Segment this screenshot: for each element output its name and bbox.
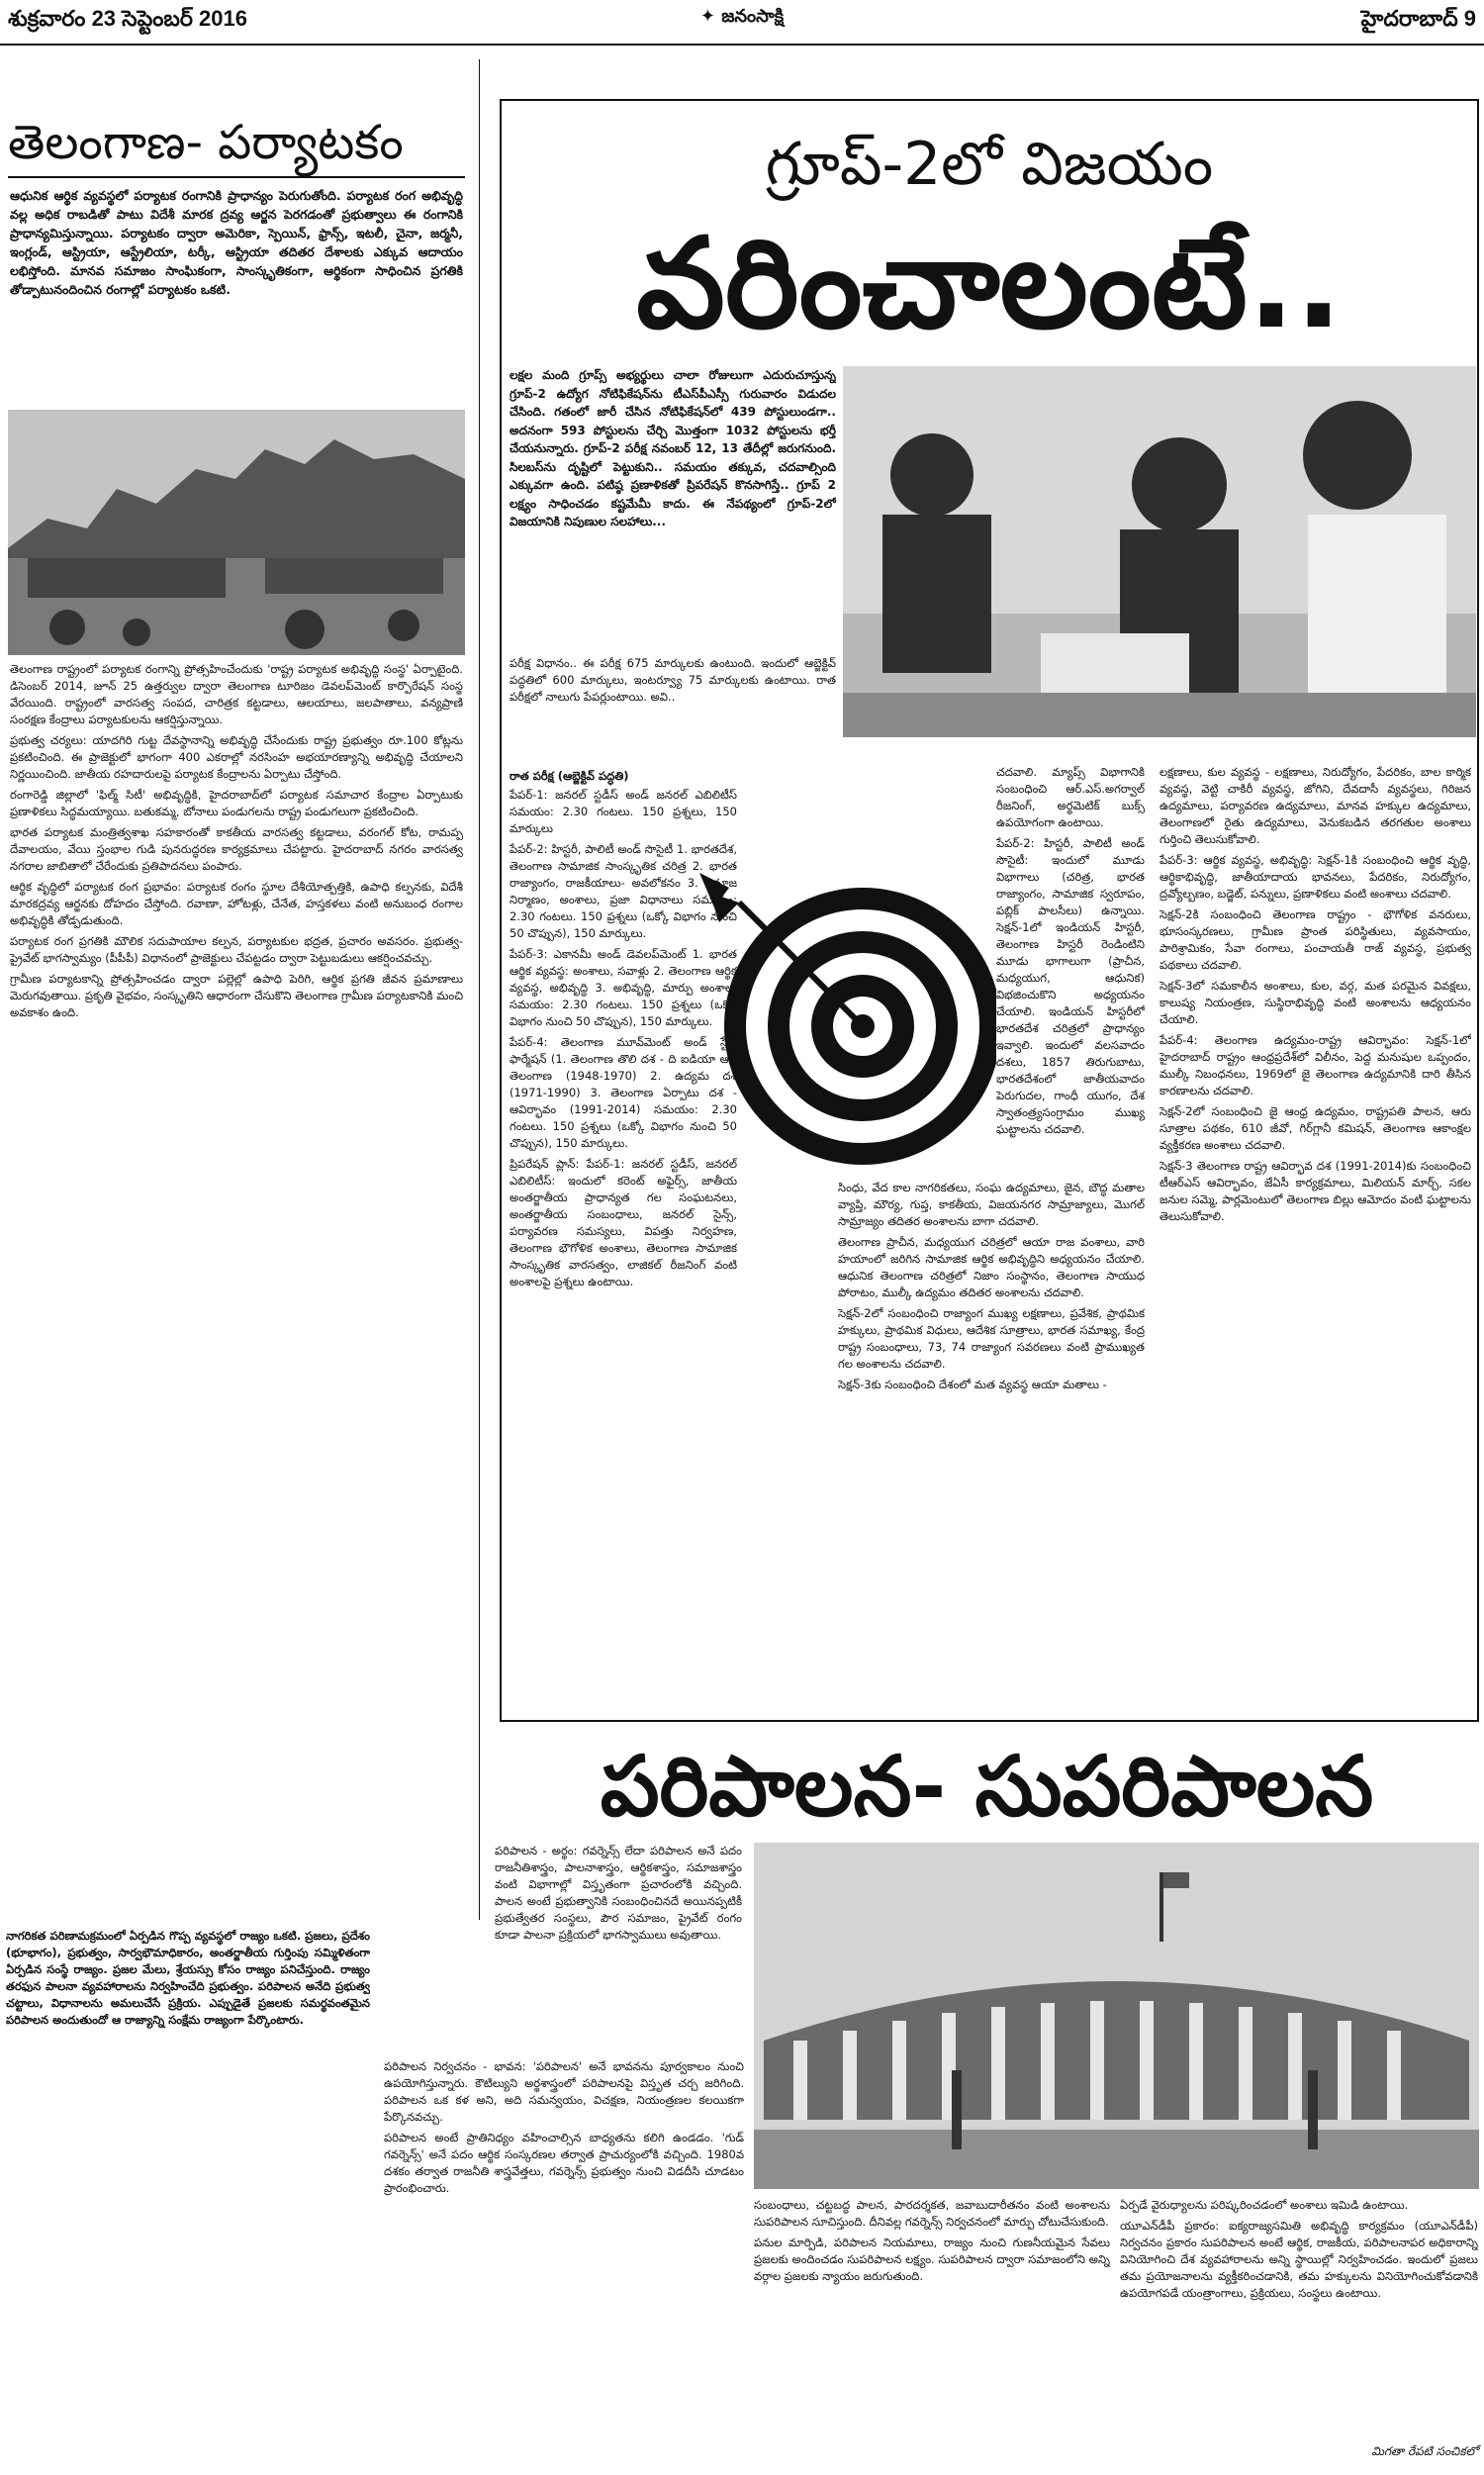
tourism-paragraph: గ్రామీణ పర్యాటకాన్ని ప్రోత్సహించడం ద్వారా పల్లెల్లో ఉపాధి పెరిగి, ఆర్థిక ప్రగతి జీవన ప్రమాణాలు మెరుగవుతాయి. ప్రకృతి వైభవం, సంస్కృతిని ఆధారంగా చేసుకొని తెలంగాణ గ్రామీణ పర్యాటకానికి మంచి అవకాశం ఉంది. [10,972,463,1019]
group2-paragraph: సెక్షన్-3కు సంబంధించి దేశంలో మత వ్యవస్థ ఆయా మతాలు - [838,1378,1107,1391]
group2-subhead: రాత పరీక్ష (ఆబ్జెక్టివ్ పద్ధతి) [510,769,629,783]
group2-paragraph: లక్షణాలు, కుల వ్యవస్థ - లక్షణాలు, నిరుద్యోగం, పేదరికం, బాల కార్మిక వ్యవస్థ, వెట్టి చాకిరీ వ్యవస్థ, జోగిని, దేవదాసీ వ్యవస్థలు, గిరిజన ఉద్యమాలు, పర్యావరణ ఉద్యమాలు, మానవ హక్కుల ఉద్యమాలు, తెలంగాణలో రైతు ఉద్యమాలు, వెనుకబడిన తరగతుల అంశాలు గుర్తించి తెలుసుకోవాలి. [1159,765,1471,846]
continued-note: మిగతా రేపటి సంచికలో [1371,2444,1478,2458]
governance-paragraph: యూఎన్‌డీపీ ప్రకారం: ఐక్యరాజ్యసమితి అభివృద్ధి కార్యక్రమం (యూఎన్‌డీపీ) నిర్వచనం ప్రకారం సుపరిపాలన అంటే ఆర్థిక, రాజకీయ, పరిపాలనాపర అధికారాన్ని వినియోగించి దేశ వ్యవహారాలను అన్ని స్థాయిల్లో నిర్వహించడం. ఇందులో ప్రజలు తమ ప్రయోజనాలను వ్యక్తీకరించడానికి, తమ హక్కులను వినియోగించుకోవడానికి ఉపయోగపడే యంత్రాంగాలు, ప్రక్రియలు, సంస్థలు ఉంటాయి. [1120,2219,1478,2300]
group2-paragraph: సెక్షన్-2కి సంబంధించి తెలంగాణ రాష్ట్రం - భౌగోళిక వనరులు, భూసంస్కరణలు, గ్రామీణ ప్రాంత పరిస్థితులు, వ్యవసాయం, పారిశ్రామికం, సేవా రంగాలు, పంచాయతీ రాజ్ వ్యవస్థ, ప్రభుత్వ పథకాలు చదవాలి. [1159,907,1471,972]
group2-headline: వరించాలంటే.. [636,211,1343,356]
parliament-illustration [754,1843,1479,2189]
governance-column-2-lower [384,2058,744,2464]
group2-lead: లక్షల మంది గ్రూప్స్ అభ్యర్థులు చాలా రోజులుగా ఎదురుచూస్తున్న గ్రూప్-2 ఉద్యోగ నోటిఫికేషన్‌ను టీఎస్‌పీఎస్సీ గురువారం విడుదల చేసింది. గతంలో జారీ చేసిన నోటిఫికేషన్‌లో 439 పోస్టులుండగా.. అదనంగా 593 పోస్టులను చేర్చి మొత్తంగా 1032 పోస్టులను భర్తీ చేయనున్నారు. గ్రూప్-2 పరీక్ష నవంబర్ 12, 13 తేదీల్లో జరుగనుంది. సిలబస్‌ను దృష్టిలో పెట్టుకుని.. సమయం తక్కువ, చదవాల్సింది ఎక్కువగా ఉంది. పటిష్ఠ ప్రణాళికతో ప్రిపరేషన్ కొనసాగిస్తే.. గ్రూప్ 2 లక్ష్యం సాధించడం కష్టమేమీ కాదు. ఈ నేపథ్యంలో గ్రూప్-2లో విజయానికి నిపుణుల సలహాలు... [510,368,836,528]
issue-date: శుక్రవారం 23 సెప్టెంబర్ 2016 [8,6,247,31]
header-rule [0,44,1484,46]
tourism-paragraph: ఆర్థిక వృద్ధిలో పర్యాటక రంగ ప్రభావం: పర్యాటక రంగం స్థూల దేశీయోత్పత్తికి, ఉపాధి కల్పనకు, విదేశీ మారకద్రవ్య ఆర్జనకు దోహదం చేస్తోంది. రవాణా, హోటళ్లు, చేనేత, హస్తకళలు వంటి అనుబంధ రంగాల అభివృద్ధికి తోడ్పడుతుంది. [10,880,463,927]
target-graphic [699,863,996,1170]
parliament-photo [754,1843,1479,2189]
students-illustration [843,366,1476,737]
governance-paragraph: పరిపాలన నిర్వచనం - భావన: 'పరిపాలన' అనే భావనను పూర్వకాలం నుంచి ఉపయోగిస్తున్నారు. కౌటిల్యుని అర్థశాస్త్రంలో పరిపాలనపై విస్తృత చర్చ జరిగింది. పరిపాలన ఒక కళ అని, అది సమన్వయం, విచక్షణ, నియంత్రణల కలయికగా పేర్కొనవచ్చు. [384,2059,744,2124]
golconda-fort-photo [8,410,465,655]
governance-column-4 [1120,2197,1478,2439]
group2-column-2-upper [996,764,1145,1170]
students-photo [843,366,1476,737]
group2-column-3 [1159,764,1471,1714]
group2-paragraph: పేపర్-1: జనరల్ స్టడీస్ అండ్ జనరల్ ఎబిలిటీస్ సమయం: 2.30 గంటలు. 150 ప్రశ్నలు, 150 మార్కులు [510,788,737,835]
group2-paragraph: పేపర్-4: తెలంగాణ మూవ్‌మెంట్ అండ్ స్టేట్ ఫార్మేషన్ (1. తెలంగాణ తొలి దశ - ది ఐడియా ఆఫ్ తెలంగాణ (1948-1970) 2. ఉద్యమ దశ (1971-1990) 3. తెలంగాణ ఏర్పాటు దశ - ఆవిర్భావం (1991-2014) సమయం: 2.30 గంటలు. 150 ప్రశ్నలు (ఒక్కో విభాగం నుంచి 50 చొప్పున), 150 మార్కులు. [510,1035,737,1150]
group2-paragraph: పేపర్-2: హిస్టరీ, పాలిటీ అండ్ సొసైటీ: ఇందులో మూడు విభాగాలు (చరిత్ర, భారత రాజ్యాంగం, సామాజిక స్వరూపం, పబ్లిక్ పాలసీలు) ఉన్నాయి. సెక్షన్-1లో ఇండియన్ హిస్టరీ, తెలంగాణ హిస్టరీ రెండింటిని మూడు భాగాలుగా (ప్రాచీన, మధ్యయుగ, ఆధునిక) విభజించుకొని అధ్యయనం చేయాలి. ఇండియన్ హిస్టరీలో భారతదేశ చరిత్రలో ప్రాధాన్యం ఇవ్వాలి. ఇందులో వలసవాదం దశలు, 1857 తిరుగుబాటు, భారతదేశంలో జాతీయవాదం పెరుగుదల, గాంధీ యుగం, దేశ స్వాతంత్ర్యసంగ్రామం ముఖ్య ఘట్టాలను చదవాలి. [996,836,1145,1136]
group2-paragraph: సెక్షన్-3లో సమకాలీన అంశాలు, కుల, వర్గ, మత పరమైన వివక్షలు, కాలుష్య నియంత్రణ, సుస్థిరాభివృద్ధి వంటి అంశాలను ఆధ్యయనం చేయాలి. [1159,979,1471,1026]
group2-paragraph: ప్రిపరేషన్ ప్లాన్: పేపర్-1: జనరల్ స్టడీస్, జనరల్ ఎబిలిటీస్: ఇందులో కరెంట్ అఫైర్స్, జాతీయ అంతర్జాతీయ ప్రాధాన్యత గల సంఘటనలు, అంతర్జాతీయ సంబంధాలు, జనరల్ సైన్స్, పర్యావరణ సమస్యలు, విపత్తు నిర్వహణ, తెలంగాణ భౌగోళిక అంశాలు, తెలంగాణ సామాజిక సాంస్కృతిక వారసత్వం, లాజికల్ రీజనింగ్ వంటి అంశాలపై ప్రశ్నలు ఉంటాయి. [510,1157,737,1288]
masthead [594,6,890,38]
dartboard-icon [699,863,996,1170]
governance-column-3 [754,2197,1110,2464]
group2-paragraph: పేపర్-2: హిస్టరీ, పాలిటీ అండ్ సొసైటీ 1. భారతదేశ, తెలంగాణ సామాజిక సాంస్కృతిక చరిత్ర 2. భారత రాజ్యాంగం, రాజకీయాలు- అవలోకనం 3. సమాజ నిర్మాణం, అంశాలు, ప్రజా విధానాలు సమయం: 2.30 గంటలు. 150 ప్రశ్నలు (ఒక్కో విభాగం నుంచి 50 చొప్పున), 150 మార్కులు. [510,842,737,940]
governance-title: పరిపాలన- సుపరిపాలన [600,1738,1374,1835]
tourism-title-rule [8,176,465,178]
tourism-body [4,661,469,1938]
group2-paragraph: సెక్షన్-2లో సంబంధించి రాజ్యాంగ ముఖ్య లక్షణాలు, ప్రవేశిక, ప్రాథమిక హక్కులు, ప్రాథమిక విధులు, ఆదేశిక సూత్రాలు, భారత సమాఖ్య, కేంద్ర రాష్ట్ర సంబంధాలు, 73, 74 రాజ్యాంగ సవరణలు వంటి ప్రాముఖ్యత గల అంశాలను చదవాలి. [838,1306,1145,1371]
group2-paragraph: పేపర్-4: తెలంగాణ ఉద్యమం-రాష్ట్ర ఆవిర్భావం: సెక్షన్-1లో హైదరాబాద్ రాష్ట్రం ఆంధ్రప్రదేశ్‌లో విలీనం, పెద్ద మనుషుల ఒప్పందం, ముల్కీ నిబంధనలు, 1969లో జై తెలంగాణ ఉద్యమానికి దారి తీసిన కారణాలను చదవాలి. [1159,1033,1471,1097]
governance-paragraph: ఏర్పడే వైరుధ్యాలను పరిష్కరించడంలో అంశాలు ఇమిడి ఉంటాయి. [1120,2198,1409,2212]
governance-column-1 [6,1928,370,2467]
group2-paragraph: సెక్షన్-3 తెలంగాణ రాష్ట్ర ఆవిర్భావ దశ (1991-2014)కు సంబంధించి టీఆర్‌ఎస్ ఆవిర్భావం, జేఏసీ కార్యక్రమాలు, మిలియన్ మార్చ్, సకల జనుల సమ్మె, పార్లమెంటులో తెలంగాణ బిల్లు ఆమోదం వంటి ఘట్టాలను తెలుసుకోవాలి. [1159,1159,1471,1223]
group2-paragraph: సింధు, వేద కాల నాగరికతలు, సంఘ ఉద్యమాలు, జైన, బౌద్ధ మతాల వ్యాప్తి, మౌర్య, గుప్త, కాకతీయ, విజయనగర సామ్రాజ్యాలు, మొగల్ సామ్రాజ్యం తదితర అంశాలను బాగా చదవాలి. [838,1181,1145,1228]
governance-paragraph: నాగరికత పరిణామక్రమంలో ఏర్పడిన గొప్ప వ్యవస్థలో రాజ్యం ఒకటి. ప్రజలు, ప్రదేశం (భూభాగం), ప్రభుత్వం, సార్వభౌమాధికారం, అంతర్జాతీయ గుర్తింపు సమ్మిళితంగా ఏర్పడిన సంస్థే రాజ్యం. ప్రజల మేలు, శ్రేయస్సు కోసం రాజ్యం పనిచేస్తుంది. రాజ్యం తరఫున పాలనా వ్యవహారాలను నిర్వహించేది ప్రభుత్వం. పరిపాలన అనేది ప్రభుత్వ చట్టాలు, విధానాలను అమలుచేసే ప్రక్రియ. ఎప్పుడైతే ప్రజలకు సమర్థవంతమైన పరిపాలన అందుతుందో ఆ రాజ్యాన్ని సంక్షేమ రాజ్యంగా పేర్కొంటారు. [6,1929,370,2027]
group2-column-1 [510,764,737,1714]
tourism-title: తెలంగాణ- పర్యాటకం [8,115,404,170]
governance-paragraph: పరిపాలన - అర్థం: గవర్నెన్స్ లేదా పరిపాలన అనే పదం రాజనీతిశాస్త్రం, పాలనాశాస్త్రం, ఆర్థికశాస్త్రం, సమాజశాస్త్రం వంటి విభాగాల్లో విస్తృతంగా ప్రచారంలోకి వచ్చింది. పాలన అంటే ప్రభుత్వానికి సంబంధించినదే అయినప్పటికీ ప్రభుత్వేతర సంస్థలు, పౌర సమాజం, ప్రైవేట్ రంగం కూడా పాలనా ప్రక్రియలో భాగస్వాములు అవుతాయి. [495,1844,742,1942]
tourism-paragraph: రంగారెడ్డి జిల్లాలో 'ఫిల్మ్ సిటీ' అభివృద్ధికి, హైదరాబాద్‌లో పర్యాటక సమాచార కేంద్రాల ఏర్పాటుకు ప్రణాళికలు సిద్ధమయ్యాయి. బతుకమ్మ, బోనాలు పండుగలను రాష్ట్ర పండుగలుగా ప్రకటించింది. [10,788,463,818]
group2-paragraph: పేపర్-3: ఎకానమీ అండ్ డెవలప్‌మెంట్ 1. భారత ఆర్థిక వ్యవస్థ: అంశాలు, సవాళ్లు 2. తెలంగాణ ఆర్థిక వ్యవస్థ, అభివృద్ధి 3. అభివృద్ధి, మార్పు అంశాలు సమయం: 2.30 గంటలు. 150 ప్రశ్నలు (ఒక్కో విభాగం నుంచి 50 చొప్పున), 150 మార్కులు. [510,947,737,1028]
tourism-paragraph: భారత పర్యాటక మంత్రిత్వశాఖ సహకారంతో కాకతీయ వారసత్వ కట్టడాలు, వరంగల్ కోట, రామప్ప దేవాలయం, వేయి స్తంభాల గుడి పునరుద్ధరణ కార్యక్రమాలు చేపట్టారు. హైదరాబాద్ నగరం వారసత్వ నగరాల జాబితాలో చేరేందుకు ప్రతిపాదనలు పంపారు. [10,825,463,873]
group2-paragraph: చదవాలి. మ్యాప్స్ విభాగానికి సంబంధించి ఆర్.ఎస్.అగర్వాల్ రీజనింగ్, అర్థమెటిక్ బుక్స్ ఉపయోగంగా ఉంటాయి. [996,765,1145,829]
fort-illustration [8,410,465,655]
tourism-article [4,107,469,1910]
tourism-paragraph: ప్రభుత్వ చర్యలు: యాదగిరి గుట్ట దేవస్థానాన్ని అభివృద్ధి చేసేందుకు రాష్ట్ర ప్రభుత్వం రూ.100 కోట్లను ప్రకటించింది. ఈ ప్రాజెక్టులో భాగంగా 400 ఎకరాల్లో నరసింహ అభయారణ్యాన్ని అభివృద్ధి చేయాలని నిర్ణయించింది. జాతీయ రహదారులపై పర్యాటక కేంద్రాలను ఏర్పాటు చేస్తోంది. [10,733,463,781]
masthead-name: జనంసాక్షి [721,6,785,27]
governance-paragraph: పరిపాలన అంటే ప్రాతినిధ్యం వహించాల్సిన బాధ్యతను కలిగి ఉండడం. 'గుడ్ గవర్నెన్స్' అనే పదం ఆర్థిక సంస్కరణల తర్వాత ప్రాచుర్యంలోకి వచ్చింది. 1980వ దశకం తర్వాత రాజనీతి శాస్త్రవేత్తలు, గవర్నెన్స్ ప్రభుత్వం నుంచి విడదీసి చూడటం ప్రారంభించారు. [384,2131,744,2195]
column-divider [479,59,480,1920]
group2-exam-pattern: పరీక్ష విధానం.. ఈ పరీక్ష 675 మార్కులకు ఉంటుంది. ఇందులో ఆబ్జెక్టివ్ పద్ధతిలో 600 మార్కులు, ఇంటర్వ్యూ 75 మార్కులకు ఉంటాయి. రాత పరీక్షలో నాలుగు పేపర్లుంటాయి. అవి.. [510,656,836,704]
group2-paragraph: పేపర్-3: ఆర్థిక వ్యవస్థ, అభివృద్ధి: సెక్షన్-1కి సంబంధించి ఆర్థిక వృద్ధి, ఆర్థికాభివృద్ధి, జాతీయాదాయ భావనలు, పేదరికం, నిరుద్యోగం, ద్రవ్యోల్బణం, బడ్జెట్, పన్నులు, ప్రణాళికలు వంటి అంశాలు చదవాలి. [1159,853,1471,901]
group2-article [500,99,1479,1722]
tourism-paragraph: తెలంగాణ రాష్ట్రంలో పర్యాటక రంగాన్ని ప్రోత్సహించేందుకు 'రాష్ట్ర పర్యాటక అభివృద్ధి సంస్థ' ఏర్పాటైంది. డిసెంబర్ 2014, జూన్ 25 ఉత్తర్వుల ద్వారా తెలంగాణ టూరిజం డెవలప్‌మెంట్ కార్పొరేషన్ సంస్థ వేరయింది. రాష్ట్రంలో వారసత్వ సంపద, చారిత్రక కట్టడాలు, ఆలయాలు, జలపాతాలు, వన్యప్రాణి సంరక్షణ కేంద్రాలు పర్యాటకులను ఆకర్షిస్తున్నాయి. [10,662,463,726]
governance-paragraph: సంబంధాలు, చట్టబద్ధ పాలన, పారదర్శకత, జవాబుదారీతనం వంటి అంశాలను సుపరిపాలన సూచిస్తుంది. దీనివల్ల గవర్నెన్స్ నిర్వచనంలో మార్పు చోటుచేసుకుంది. [754,2198,1110,2229]
masthead-logo-icon: ✦ [699,6,722,27]
page-number: హైదరాబాద్ 9 [1360,6,1476,31]
tourism-paragraph: పర్యాటక రంగ ప్రగతికి మౌలిక సదుపాయాల కల్పన, పర్యాటకుల భద్రత, ప్రచారం అవసరం. ప్రభుత్వ-ప్రైవేట్ భాగస్వామ్యం (పీపీపీ) విధానంలో ప్రాజెక్టులు చేపట్టడం ద్వారా పెట్టుబడులు ఆకర్షించవచ్చు. [10,934,463,965]
tourism-intro: ఆధునిక ఆర్థిక వ్యవస్థలో పర్యాటక రంగానికి ప్రాధాన్యం పెరుగుతోంది. పర్యాటక రంగ అభివృద్ధి వల్ల అధిక రాబడితో పాటు విదేశీ మారక ద్రవ్య ఆర్జన పెరగడంతో ప్రభుత్వాలు ఈ రంగానికి ప్రాధాన్యమిస్తున్నాయి. పర్యాటకం ద్వారా అమెరికా, స్పెయిన్, ఫ్రాన్స్, ఇటలీ, చైనా, జర్మనీ, ఇంగ్లండ్, ఆస్ట్రియా, ఆస్ట్రేలియా, టర్కీ, ఆస్ట్రియా తదితర దేశాలకు ఎక్కువ ఆదాయం లభిస్తోంది. మానవ సమాజం సాంఘికంగా, సాంస్కృతికంగా, ఆర్థికంగా సాధించిన ప్రగతికి తోడ్పాటునందించిన రంగాల్లో పర్యాటకం ఒకటి. [10,188,463,297]
group2-kicker: గ్రూప్-2లో విజయం [765,130,1214,199]
group2-paragraph: తెలంగాణ ప్రాచీన, మధ్యయుగ చరిత్రలో ఆయా రాజ వంశాలు, వారి హయాంలో జరిగిన సామాజిక ఆర్థిక అభివృద్ధిని అధ్యయనం చేయాలి. ఆధునిక తెలంగాణ చరిత్రలో నిజాం సంస్థానం, తెలంగాణ సాయుధ పోరాటం, ముల్కీ ఉద్యమం తదితర అంశాలను చదవాలి. [838,1235,1145,1299]
group2-paragraph: సెక్షన్-2లో సంబంధించి జై ఆంధ్ర ఉద్యమం, రాష్ట్రపతి పాలన, ఆరు సూత్రాల పథకం, 610 జీవో, గిర్‌గ్లానీ కమిషన్, తెలంగాణ ఆకాంక్షల వ్యక్తీకరణ అంశాలు చదవాలి. [1159,1104,1471,1152]
group2-column-2-lower [838,1180,1145,1714]
governance-paragraph: పనుల మార్పిడి, పరిపాలన నియమాలు, రాజ్యం నుంచి గుణనీయమైన సేవలు ప్రజలకు అందించడం సుపరిపాలన లక్ష్యం. సుపరిపాలన ద్వారా సమాజంలోని అన్ని వర్గాల ప్రజలకు న్యాయం జరుగుతుంది. [754,2236,1110,2283]
